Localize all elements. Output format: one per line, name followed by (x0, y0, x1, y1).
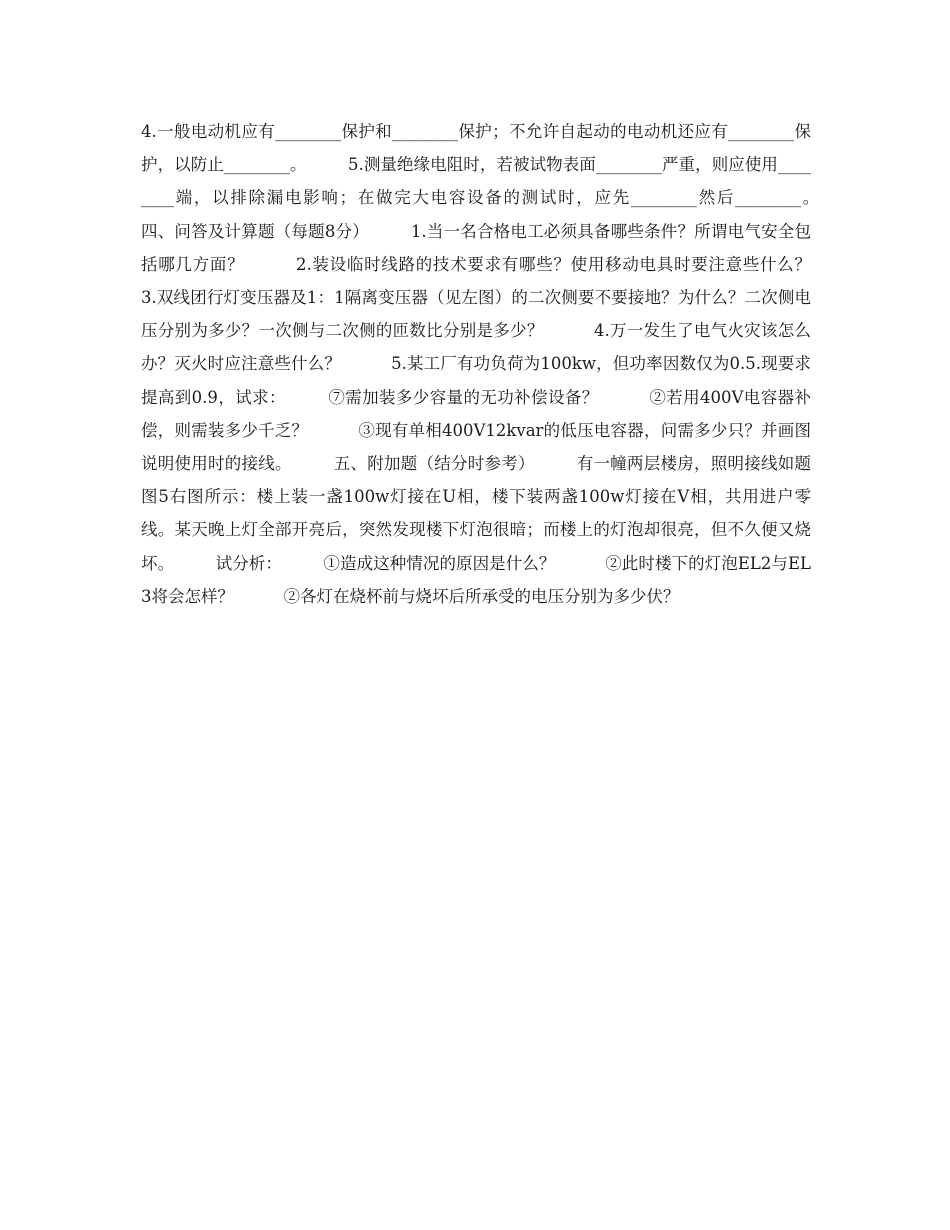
body-text: 4.一般电动机应有________保护和________保护；不允许自起动的电动机还应有________保护，以防止________。 5.测量绝缘电阻时，若被试物表面________严重，则应使用________端，以排除漏电影响；在做完大电容设备的测试时，应先________然后________。 四、问答及计算题（每题8分） 1.当一名合格电工必须具备哪些条件？所谓电气安全包括哪几方面？ 2.装设临时线路的技术要求有哪些？使用移动电具时要注意些什么？ 3.双线团行灯变压器及1：1隔离变压器（见左图）的二次侧要不要接地？为什么？二次侧电压分别为多少？一次侧与二次侧的匝数比分别是多少？ 4.万一发生了电气火灾该怎么办？灭火时应注意些什么？ 5.某工厂有功负荷为100kw，但功率因数仅为0.5.现要求提高到0.9，试求： ⑦需加装多少容量的无功补偿设备？ ②若用400V电容器补偿，则需装多少千乏？ ③现有单相400V12kvar的低压电容器，问需多少只？并画图说明使用时的接线。 五、附加题（结分时参考） 有一幢两层楼房，照明接线如题图5右图所示：楼上装一盏100w灯接在U相，楼下装两盏100w灯接在V相，共用进户零线。某天晚上灯全部开亮后，突然发现楼下灯泡很暗；而楼上的灯泡却很亮，但不久便又烧坏。 试分析： ①造成这种情况的原因是什么？ ②此时楼下的灯泡EL2与EL3将会怎样？ ②各灯在烧杯前与烧坏后所承受的电压分别为多少伏？ (141, 122, 861, 606)
document-body (141, 115, 861, 613)
